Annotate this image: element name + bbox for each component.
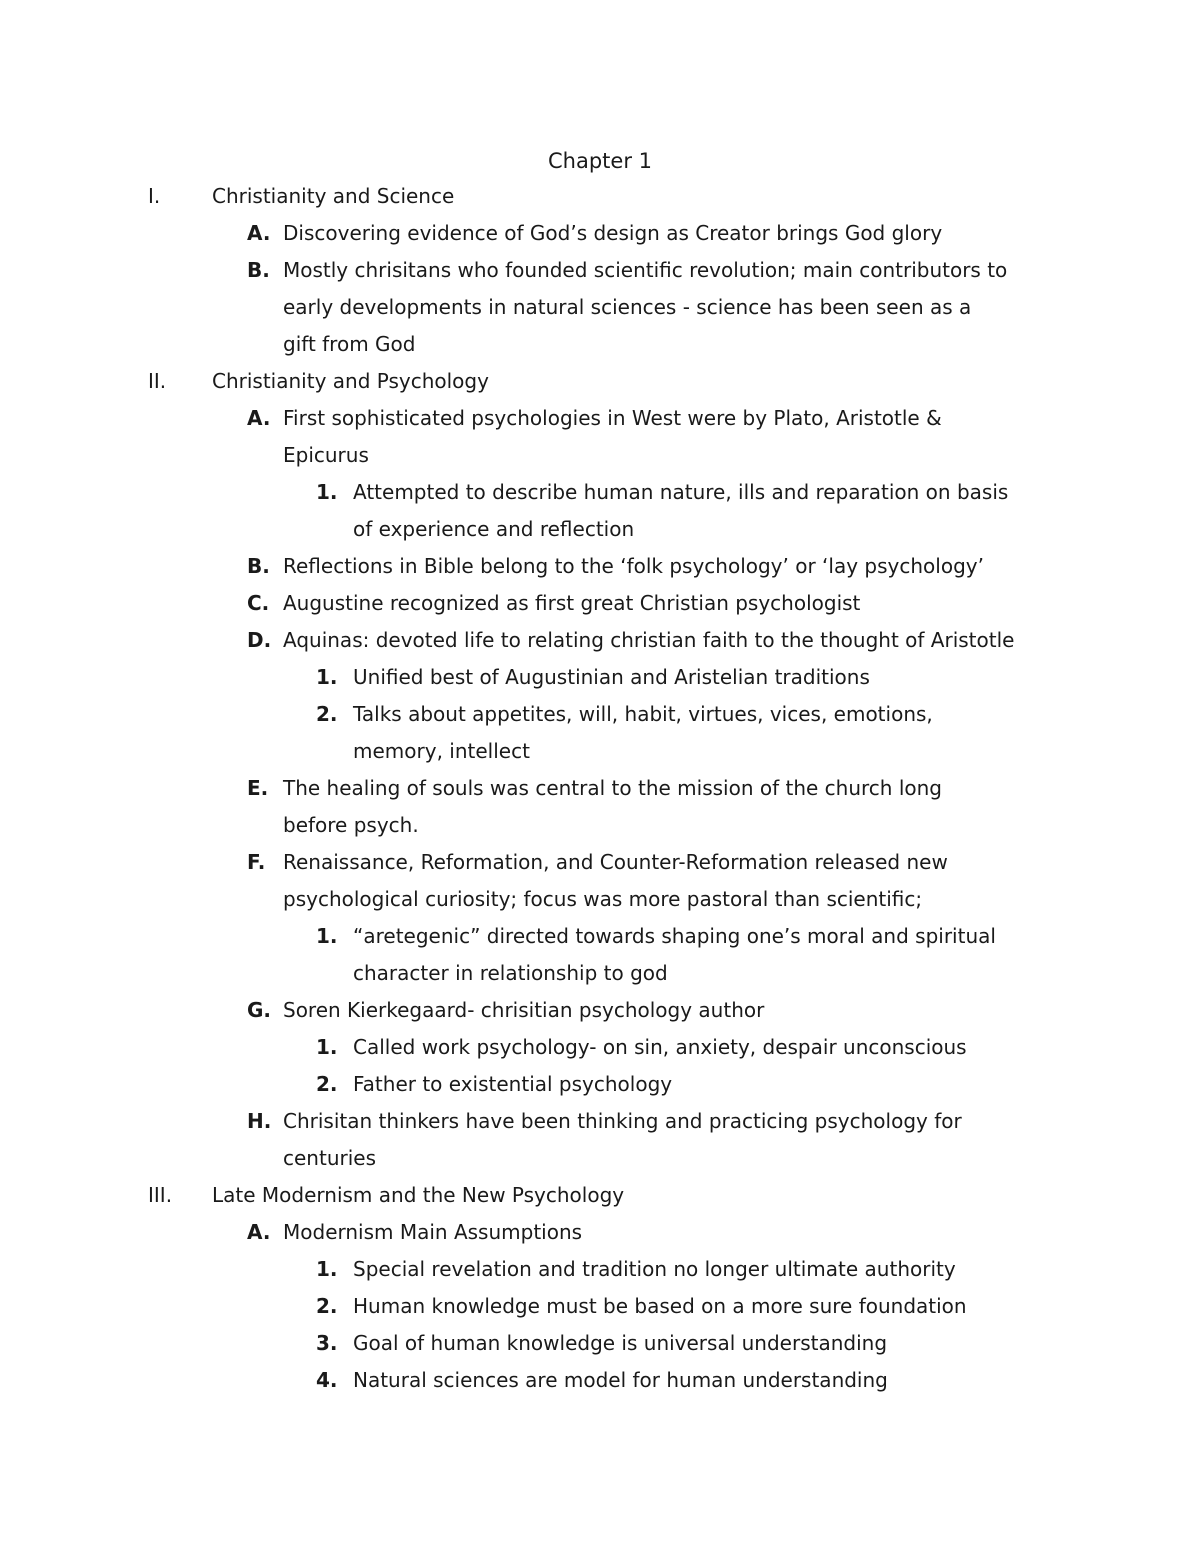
outline-subsection-line <box>0 548 1200 585</box>
outline-marker: C. <box>247 591 270 615</box>
outline-point-line <box>0 1066 1200 1103</box>
outline-text: Renaissance, Reformation, and Counter-Reformation released new <box>283 850 948 874</box>
outline-text: Augustine recognized as first great Christian psychologist <box>283 591 861 615</box>
outline-section-line <box>0 1177 1200 1214</box>
outline-point-line <box>0 511 1200 548</box>
outline-marker: H. <box>247 1109 272 1133</box>
outline-subsection-line <box>0 1103 1200 1140</box>
outline-marker: 1. <box>316 1257 338 1281</box>
outline-text: Chrisitan thinkers have been thinking and practicing psychology for <box>283 1109 962 1133</box>
outline-text: before psych. <box>283 813 419 837</box>
outline-marker: B. <box>247 554 270 578</box>
outline-point-line <box>0 1362 1200 1399</box>
outline-marker: I. <box>148 184 161 208</box>
outline-section-line <box>0 178 1200 215</box>
outline-subsection-line <box>0 807 1200 844</box>
outline-marker: G. <box>247 998 272 1022</box>
outline-text: The healing of souls was central to the mission of the church long <box>283 776 942 800</box>
outline-point-line <box>0 1029 1200 1066</box>
outline-marker: 1. <box>316 1035 338 1059</box>
outline-point-line <box>0 955 1200 992</box>
outline-text: First sophisticated psychologies in West were by Plato, Aristotle & <box>283 406 942 430</box>
outline-text: Father to existential psychology <box>353 1072 673 1096</box>
outline-marker: F. <box>247 850 266 874</box>
outline-subsection-line <box>0 770 1200 807</box>
outline-subsection-line <box>0 622 1200 659</box>
outline-text: Modernism Main Assumptions <box>283 1220 583 1244</box>
outline-marker: A. <box>247 406 271 430</box>
outline-text: of experience and reflection <box>353 517 635 541</box>
outline-text: “aretegenic” directed towards shaping one’s moral and spiritual <box>353 924 996 948</box>
outline-subsection-line <box>0 992 1200 1029</box>
outline-text: Talks about appetites, will, habit, virtues, vices, emotions, <box>353 702 933 726</box>
outline-subsection-line <box>0 844 1200 881</box>
outline-text: Christianity and Science <box>212 184 455 208</box>
outline-subsection-line <box>0 252 1200 289</box>
outline-point-line <box>0 1288 1200 1325</box>
outline-point-line <box>0 1325 1200 1362</box>
outline-subsection-line <box>0 215 1200 252</box>
outline-subsection-line <box>0 289 1200 326</box>
outline-subsection-line <box>0 881 1200 918</box>
outline-text: Late Modernism and the New Psychology <box>212 1183 625 1207</box>
page-title: Chapter 1 <box>548 149 652 173</box>
outline-text: Goal of human knowledge is universal understanding <box>353 1331 888 1355</box>
outline-marker: 3. <box>316 1331 338 1355</box>
outline-text: Special revelation and tradition no longer ultimate authority <box>353 1257 956 1281</box>
outline-text: Called work psychology- on sin, anxiety, despair unconscious <box>353 1035 967 1059</box>
outline-text: Attempted to describe human nature, ills and reparation on basis <box>353 480 1009 504</box>
outline-text: memory, intellect <box>353 739 530 763</box>
outline-marker: D. <box>247 628 272 652</box>
outline-subsection-line <box>0 585 1200 622</box>
outline-subsection-line <box>0 1214 1200 1251</box>
outline-marker: B. <box>247 258 270 282</box>
outline-text: Unified best of Augustinian and Aristelian traditions <box>353 665 870 689</box>
outline-subsection-line <box>0 400 1200 437</box>
outline-text: Mostly chrisitans who founded scientific revolution; main contributors to <box>283 258 1008 282</box>
outline-point-line <box>0 733 1200 770</box>
outline <box>0 178 1200 1399</box>
outline-marker: III. <box>148 1183 173 1207</box>
outline-subsection-line <box>0 326 1200 363</box>
outline-text: Reflections in Bible belong to the ‘folk psychology’ or ‘lay psychology’ <box>283 554 984 578</box>
outline-text: Epicurus <box>283 443 369 467</box>
outline-text: centuries <box>283 1146 376 1170</box>
outline-subsection-line <box>0 437 1200 474</box>
outline-text: psychological curiosity; focus was more pastoral than scientific; <box>283 887 923 911</box>
outline-marker: 1. <box>316 924 338 948</box>
outline-marker: E. <box>247 776 269 800</box>
outline-text: gift from God <box>283 332 416 356</box>
outline-marker: 1. <box>316 665 338 689</box>
outline-point-line <box>0 696 1200 733</box>
outline-section-line <box>0 363 1200 400</box>
outline-marker: 2. <box>316 702 338 726</box>
outline-marker: 1. <box>316 480 338 504</box>
outline-marker: 2. <box>316 1294 338 1318</box>
outline-text: early developments in natural sciences - science has been seen as a <box>283 295 972 319</box>
outline-point-line <box>0 474 1200 511</box>
outline-point-line <box>0 659 1200 696</box>
outline-point-line <box>0 1251 1200 1288</box>
outline-text: character in relationship to god <box>353 961 668 985</box>
outline-text: Natural sciences are model for human understanding <box>353 1368 888 1392</box>
outline-text: Aquinas: devoted life to relating christian faith to the thought of Aristotle <box>283 628 1015 652</box>
outline-text: Human knowledge must be based on a more sure foundation <box>353 1294 967 1318</box>
outline-marker: A. <box>247 221 271 245</box>
outline-text: Soren Kierkegaard- chrisitian psychology author <box>283 998 765 1022</box>
outline-point-line <box>0 918 1200 955</box>
outline-marker: II. <box>148 369 167 393</box>
outline-subsection-line <box>0 1140 1200 1177</box>
outline-marker: 2. <box>316 1072 338 1096</box>
outline-text: Christianity and Psychology <box>212 369 489 393</box>
outline-text: Discovering evidence of God’s design as Creator brings God glory <box>283 221 943 245</box>
outline-marker: 4. <box>316 1368 338 1392</box>
outline-marker: A. <box>247 1220 271 1244</box>
